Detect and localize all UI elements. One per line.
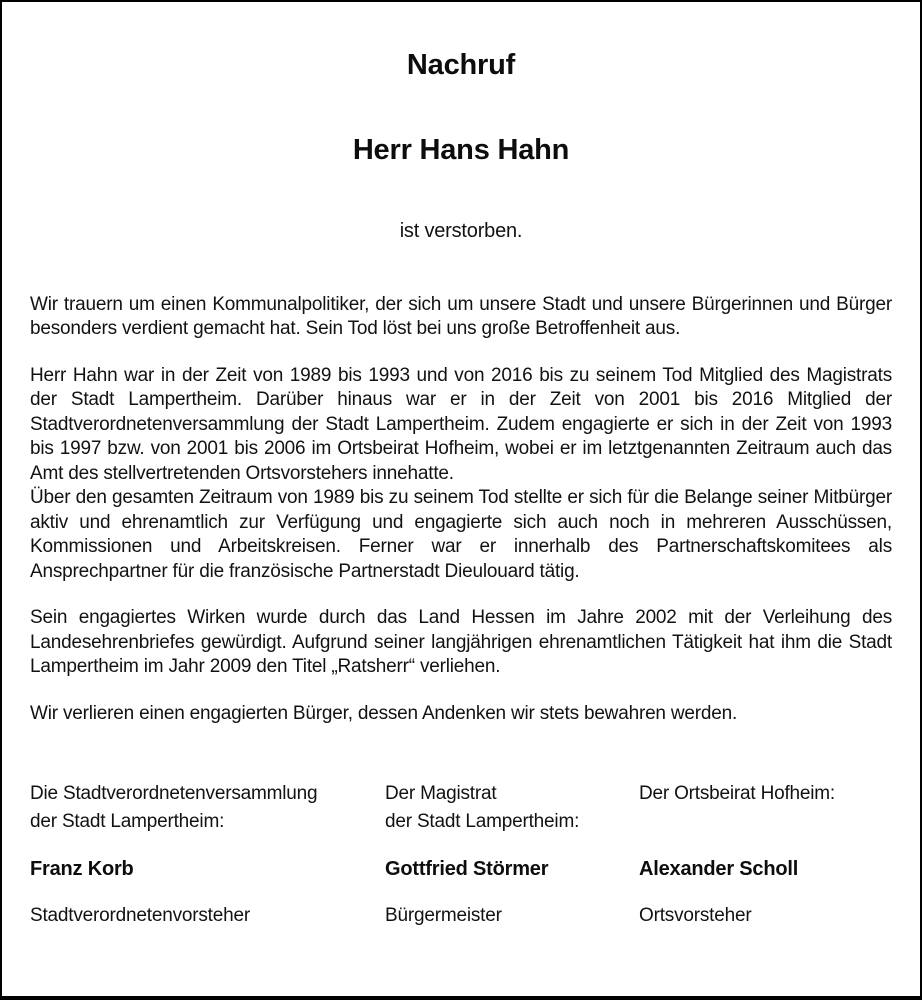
- document-title: Nachruf: [406, 49, 516, 81]
- signer-name-gottfried-stoermer: Gottfried Störmer: [385, 858, 549, 881]
- signer-name-franz-korb: Franz Korb: [30, 858, 134, 881]
- subtitle-deceased-statement: ist verstorben.: [399, 219, 523, 242]
- signature-block: [30, 780, 892, 930]
- org-line: Der Magistrat: [385, 783, 497, 805]
- signer-name-alexander-scholl: Alexander Scholl: [639, 858, 799, 881]
- signature-org-magistrat: [385, 780, 639, 855]
- org-line: Die Stadtverordnetenversammlung: [30, 783, 318, 805]
- signer-role-stadtverordnetenvorsteher: Stadtverordnetenvorsteher: [30, 905, 250, 927]
- deceased-name: Herr Hans Hahn: [352, 133, 570, 166]
- paragraph-political-career: Herr Hahn war in der Zeit von 1989 bis 1993 und von 2016 bis zu seinem Tod Mitglied des Magistrats der Stadt Lampertheim. Darüber hinaus war er in der Zeit von 2001 bis 2016 Mitglied der Stadtverordnetenversammlung der Stadt Lampertheim. Zudem engagierte er sich in der Zeit von 1993 bis 1997 bzw. von 2001 bis 2006 im Ortsbeirat Hofheim, wobei er im letztgenannten Zeitraum auch das Amt des stellvertretenden Ortsvorstehers innehatte.: [30, 364, 892, 484]
- org-line: der Stadt Lampertheim:: [30, 811, 225, 833]
- signature-org-stadtverordnetenversammlung: [30, 780, 385, 855]
- org-line: Der Ortsbeirat Hofheim:: [639, 783, 836, 805]
- paragraph-closing: Wir verlieren einen engagierten Bürger, dessen Andenken wir stets bewahren werden.: [30, 702, 738, 724]
- signature-org-ortsbeirat: [639, 780, 892, 855]
- paragraph-mourning: Wir trauern um einen Kommunalpolitiker, der sich um unsere Stadt und unsere Bürgerinnen und Bürger besonders verdient gemacht hat. Sein Tod löst bei uns große Betroffenheit aus.: [30, 293, 892, 340]
- paragraph-honors: Sein engagiertes Wirken wurde durch das Land Hessen im Jahre 2002 mit der Verleihung des Landesehrenbriefes gewürdigt. Aufgrund seiner langjährigen ehrenamtlichen Tätigkeit hat ihm die Stadt Lampertheim im Jahr 2009 den Titel „Ratsherr“ verliehen.: [30, 607, 892, 678]
- org-line: der Stadt Lampertheim:: [385, 811, 580, 833]
- signer-role-ortsvorsteher: Ortsvorsteher: [639, 905, 752, 927]
- paragraph-volunteer-engagement: Über den gesamten Zeitraum von 1989 bis zu seinem Tod stellte er sich für die Belange seiner Mitbürger aktiv und ehrenamtlich zur Verfügung und engagierte sich auch noch in mehreren Ausschüssen, Kommissionen und Arbeitskreisen. Ferner war er innerhalb des Partnerschaftskomitees als Ansprechpartner für die französische Partnerstadt Dieulouard tätig.: [30, 487, 892, 582]
- signer-role-buergermeister: Bürgermeister: [385, 905, 502, 927]
